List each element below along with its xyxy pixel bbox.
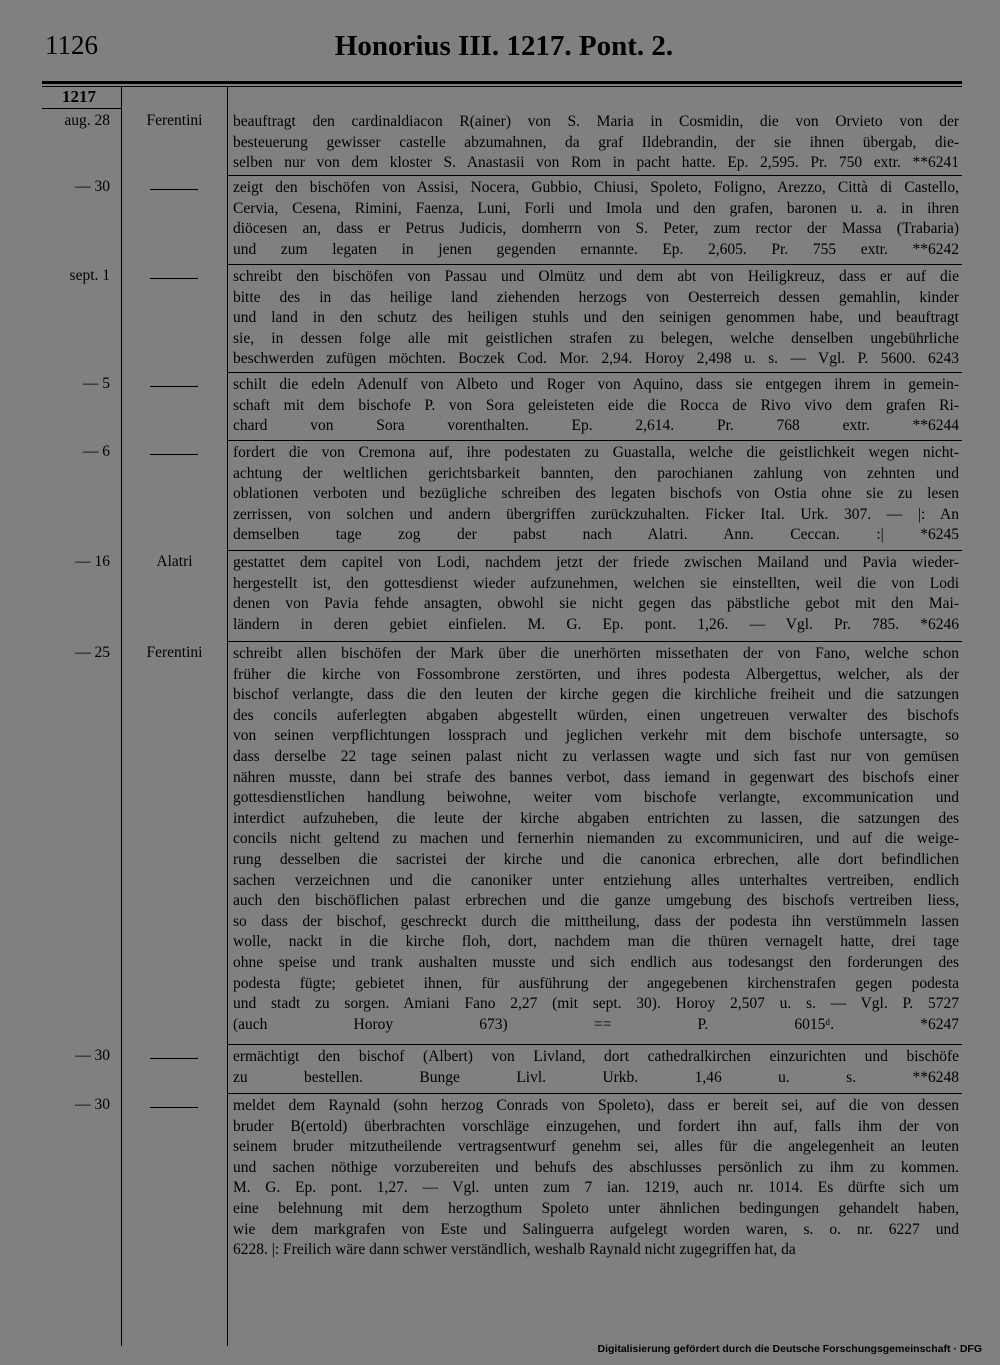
place-ditto-rule xyxy=(150,454,198,455)
entry-text xyxy=(233,375,959,437)
text-line: bruder B(ertold) überbrachten vorschläge einzugehen, und fordert ihn auf, falls ihm der von xyxy=(233,1117,959,1135)
text-line: meldet dem Raynald (sohn herzog Conrads von Spoleto), dass er bereit sei, auf die von dessen xyxy=(233,1097,959,1114)
text-line: früher die kirche von Fossombrone zerstörten, und ihres podesta Albergettus, welcher, als der xyxy=(233,665,959,683)
text-line: selben nur von dem kloster S. Anastasii von Rom in pacht hatte. Ep. 2,595. Pr. 750 extr. **6241 xyxy=(233,154,959,172)
entry-date: — 30 xyxy=(75,178,110,195)
text-line: (auch Horoy 673) == P. 6015ᵈ. *6247 xyxy=(233,1015,959,1033)
text-line: und zum legaten in jenen gegenden ernannte. Ep. 2,605. Pr. 755 extr. **6242 xyxy=(233,240,959,258)
text-line: schreibt den bischöfen von Passau und Olmütz und dem abt von Heiligkreuz, dass er auf die xyxy=(233,268,959,285)
funding-note: Digitalisierung gefördert durch die Deutsche Forschungsgemeinschaft · DFG xyxy=(597,1343,982,1355)
text-line: des concils auferlegten abgaben abgestellt würden, einen ungetreuen verwalter des bischofs xyxy=(233,706,959,724)
text-line: zerrissen, von solchen und andern übergriffen zurückzuhalten. Ficker Ital. Urk. 307. — |: An xyxy=(233,505,959,523)
entry-text xyxy=(233,1047,959,1088)
text-line: zeigt den bischöfen von Assisi, Nocera, Gubbio, Chiusi, Spoleto, Foligno, Arezzo, Città di Castello, xyxy=(233,179,959,196)
entry-separator xyxy=(227,372,962,373)
entry-date: aug. 28 xyxy=(64,112,110,129)
text-line: und land in den schutz des heiligen stuhls und den seinigen genommen habe, und beauftragt xyxy=(233,309,959,327)
text-line: dass derselbe 22 tage seinen palast nicht zu verlassen wagte und sich fast nur von gemüsen xyxy=(233,747,959,765)
text-line: seinem bruder mitzutheilende vertragsentwurf genehm sei, alles für die angelegenheit an leuten xyxy=(233,1138,959,1156)
text-line: ohne speise und trank aushalten musste und sich endlich aus todesangst den forderungen des xyxy=(233,953,959,971)
page-header xyxy=(45,30,963,78)
entry-date: — 16 xyxy=(75,553,110,570)
place-ditto-rule xyxy=(150,278,198,279)
text-line: ermächtigt den bischof (Albert) von Livland, dort cathedralkirchen einzurichten und bischöfe xyxy=(233,1048,959,1065)
entry-text xyxy=(233,1096,959,1261)
text-line: M. G. Ep. pont. 1,27. — Vgl. unten zum 7 ian. 1219, auch nr. 1014. Es dürfte sich um xyxy=(233,1179,959,1197)
text-line: schreibt allen bischöfen der Mark über die unerhörten missethaten der von Fano, welche schon xyxy=(233,645,959,662)
place-ditto-rule xyxy=(150,189,198,190)
text-line: schilt die edeln Adenulf von Albeto und Roger von Aquino, dass sie entgegen ihrem in gemein- xyxy=(233,376,959,393)
entry-place: Alatri xyxy=(156,553,193,570)
entry-separator xyxy=(227,641,962,642)
entry-separator xyxy=(227,175,962,176)
text-line: hergestellt ist, den gottesdienst wieder aufzunehmen, welchen sie einstellten, weil die von Lodi xyxy=(233,574,959,592)
entry-separator xyxy=(227,550,962,551)
entry-text xyxy=(233,112,959,174)
entry-text xyxy=(233,443,959,546)
entry-date: sept. 1 xyxy=(69,267,110,284)
text-line: Cervia, Cesena, Rimini, Faenza, Luni, Forli und Imola und den grafen, baronen u. a. in ihren xyxy=(233,199,959,217)
text-line: podesta fügte; gebietet ihnen, für ausführung der angegebenen kirchenstrafen gegen podesta xyxy=(233,974,959,992)
text-line: besteuerung gewisser castelle abzumahnen, da graf Ildebrandin, der sie ihnen übergab, die- xyxy=(233,133,959,151)
entry-text xyxy=(233,178,959,260)
column-divider-place xyxy=(227,86,228,1346)
entry-date: — 25 xyxy=(75,644,110,661)
text-line: schaft mit dem bischofe P. von Sora geleisteten eide die Rocca de Rivo vivo dem grafen Ri- xyxy=(233,396,959,414)
entry-date: — 6 xyxy=(82,443,110,460)
year-label: 1217 xyxy=(62,87,96,106)
text-line: beauftragt den cardinaldiacon R(ainer) von S. Maria in Cosmidin, die von Orvieto von der xyxy=(233,113,959,130)
text-line: und sachen nöthige vorzubereiten und behufs des abschlusses persönlich zu ihm zu kommen. xyxy=(233,1158,959,1176)
entry-text xyxy=(233,267,959,370)
text-line: beschwerden zufügen möchten. Boczek Cod. Mor. 2,94. Horoy 2,498 u. s. — Vgl. P. 5600. 6243 xyxy=(233,350,959,368)
entry-text xyxy=(233,553,959,635)
text-line: fordert die von Cremona auf, ihre podestaten zu Guastalla, welche die geistlichkeit wegen nicht- xyxy=(233,444,959,461)
text-line: zu bestellen. Bunge Livl. Urkb. 1,46 u. s. **6248 xyxy=(233,1068,959,1086)
entry-place: Ferentini xyxy=(146,112,203,129)
text-line: interdict aufzuheben, die leute der kirche abgaben entrichten zu lassen, die satzungen des xyxy=(233,809,959,827)
text-line: bischof verlangte, dass die den leuten der kirche gegen die kirchliche freiheit und die satzungen xyxy=(233,686,959,704)
entry-separator xyxy=(227,264,962,265)
text-line: 6228. |: Freilich wäre dann schwer verständlich, weshalb Raynald nicht zugegriffen hat, da xyxy=(233,1241,796,1259)
running-title: Honorius III. 1217. Pont. 2. xyxy=(334,30,674,62)
entry-separator xyxy=(227,440,962,441)
place-ditto-rule xyxy=(150,1107,198,1108)
text-line: sachen verzeichnen und die canoniker unter entziehung alles unterhaltes vertreiben, endlich xyxy=(233,871,959,889)
text-line: bitte des in das heilige land ziehenden herzogs von Oesterreich dessen gemahlin, kinder xyxy=(233,288,959,306)
text-line: oblationen verboten und bezügliche schreiben des legaten bischofs von Ostia ohne sie zu lesen xyxy=(233,485,959,503)
text-line: achtung der weltlichen gerichtsbarkeit bannten, den parochianen zahlung von zehnten und xyxy=(233,464,959,482)
text-line: nähren musste, dann bei strafe des bannes verbot, dass iemand in gegenwart des bischofs einer xyxy=(233,768,959,786)
page-number: 1126 xyxy=(45,30,98,60)
entry-separator xyxy=(227,1044,962,1045)
text-line: demselben tage zog der pabst nach Alatri. Ann. Ceccan. :| *6245 xyxy=(233,526,959,544)
text-line: wie dem markgrafen von Este und Salinguerra aufgelegt worden waren, s. o. nr. 6227 und xyxy=(233,1220,959,1238)
entry-separator xyxy=(227,1093,962,1094)
entry-date: — 30 xyxy=(75,1096,110,1113)
text-line: concils nicht geltend zu machen und fernerhin niemanden zu excommuniciren, und auf die weige- xyxy=(233,830,959,848)
text-line: diöcesen an, dass er Petrus Judicis, domherrn von S. Peter, zum rector der Massa (Trabaria) xyxy=(233,220,959,238)
text-line: gestattet dem capitel von Lodi, nachdem jetzt der friede zwischen Mailand und Pavia wieder- xyxy=(233,554,959,571)
text-line: eine belehnung mit dem herzogthum Spoleto unter ähnlichen bedingungen gehandelt haben, xyxy=(233,1199,959,1217)
place-ditto-rule xyxy=(150,1058,198,1059)
header-rule-thin xyxy=(42,86,962,87)
text-line: chard von Sora vorenthalten. Ep. 2,614. Pr. 768 extr. **6244 xyxy=(233,417,959,435)
text-line: rung desselben die sacristei der kirche und die canonica erbrechen, alle dort befindlichen xyxy=(233,850,959,868)
entry-text xyxy=(233,644,959,1035)
text-line: ländern in deren gebiet einfielen. M. G. Ep. pont. 1,26. — Vgl. Pr. 785. *6246 xyxy=(233,615,959,633)
text-line: und stadt zu sorgen. Amiani Fano 2,27 (mit sept. 30). Horoy 2,507 u. s. — Vgl. P. 5727 xyxy=(233,995,959,1013)
column-divider-date xyxy=(121,86,122,1346)
text-line: auch den bischöflichen palast erbrechen und die ganze umgebung des bischofs vertreiben liess, xyxy=(233,892,959,910)
text-line: gottesdienstlichen handlung beiwohne, weiter vom bischofe verlangte, excommunication und xyxy=(233,789,959,807)
year-rule xyxy=(42,108,121,109)
text-line: so dass der bischof, geschreckt durch die mittheilung, dass der podesta ihn verstümmeln lassen xyxy=(233,912,959,930)
entry-date: — 30 xyxy=(75,1047,110,1064)
entry-place: Ferentini xyxy=(146,644,203,661)
entry-date: — 5 xyxy=(82,375,110,392)
text-line: wolle, nackt in die kirche floh, dort, nachdem man die thüren vernagelt hatte, drei tage xyxy=(233,933,959,951)
header-rule xyxy=(42,81,962,84)
text-line: von seinen verpflichtungen lossprach und jeglichen verkehr mit dem bischofe untersagte, so xyxy=(233,727,959,745)
place-ditto-rule xyxy=(150,386,198,387)
text-line: sie, in dessen folge alle mit geistlichen strafen zu belegen, welche denselben ungebührliche xyxy=(233,329,959,347)
text-line: denen von Pavia fehde ansagten, obwohl sie nicht gegen das päbstliche gebot mit den Mai- xyxy=(233,595,959,613)
